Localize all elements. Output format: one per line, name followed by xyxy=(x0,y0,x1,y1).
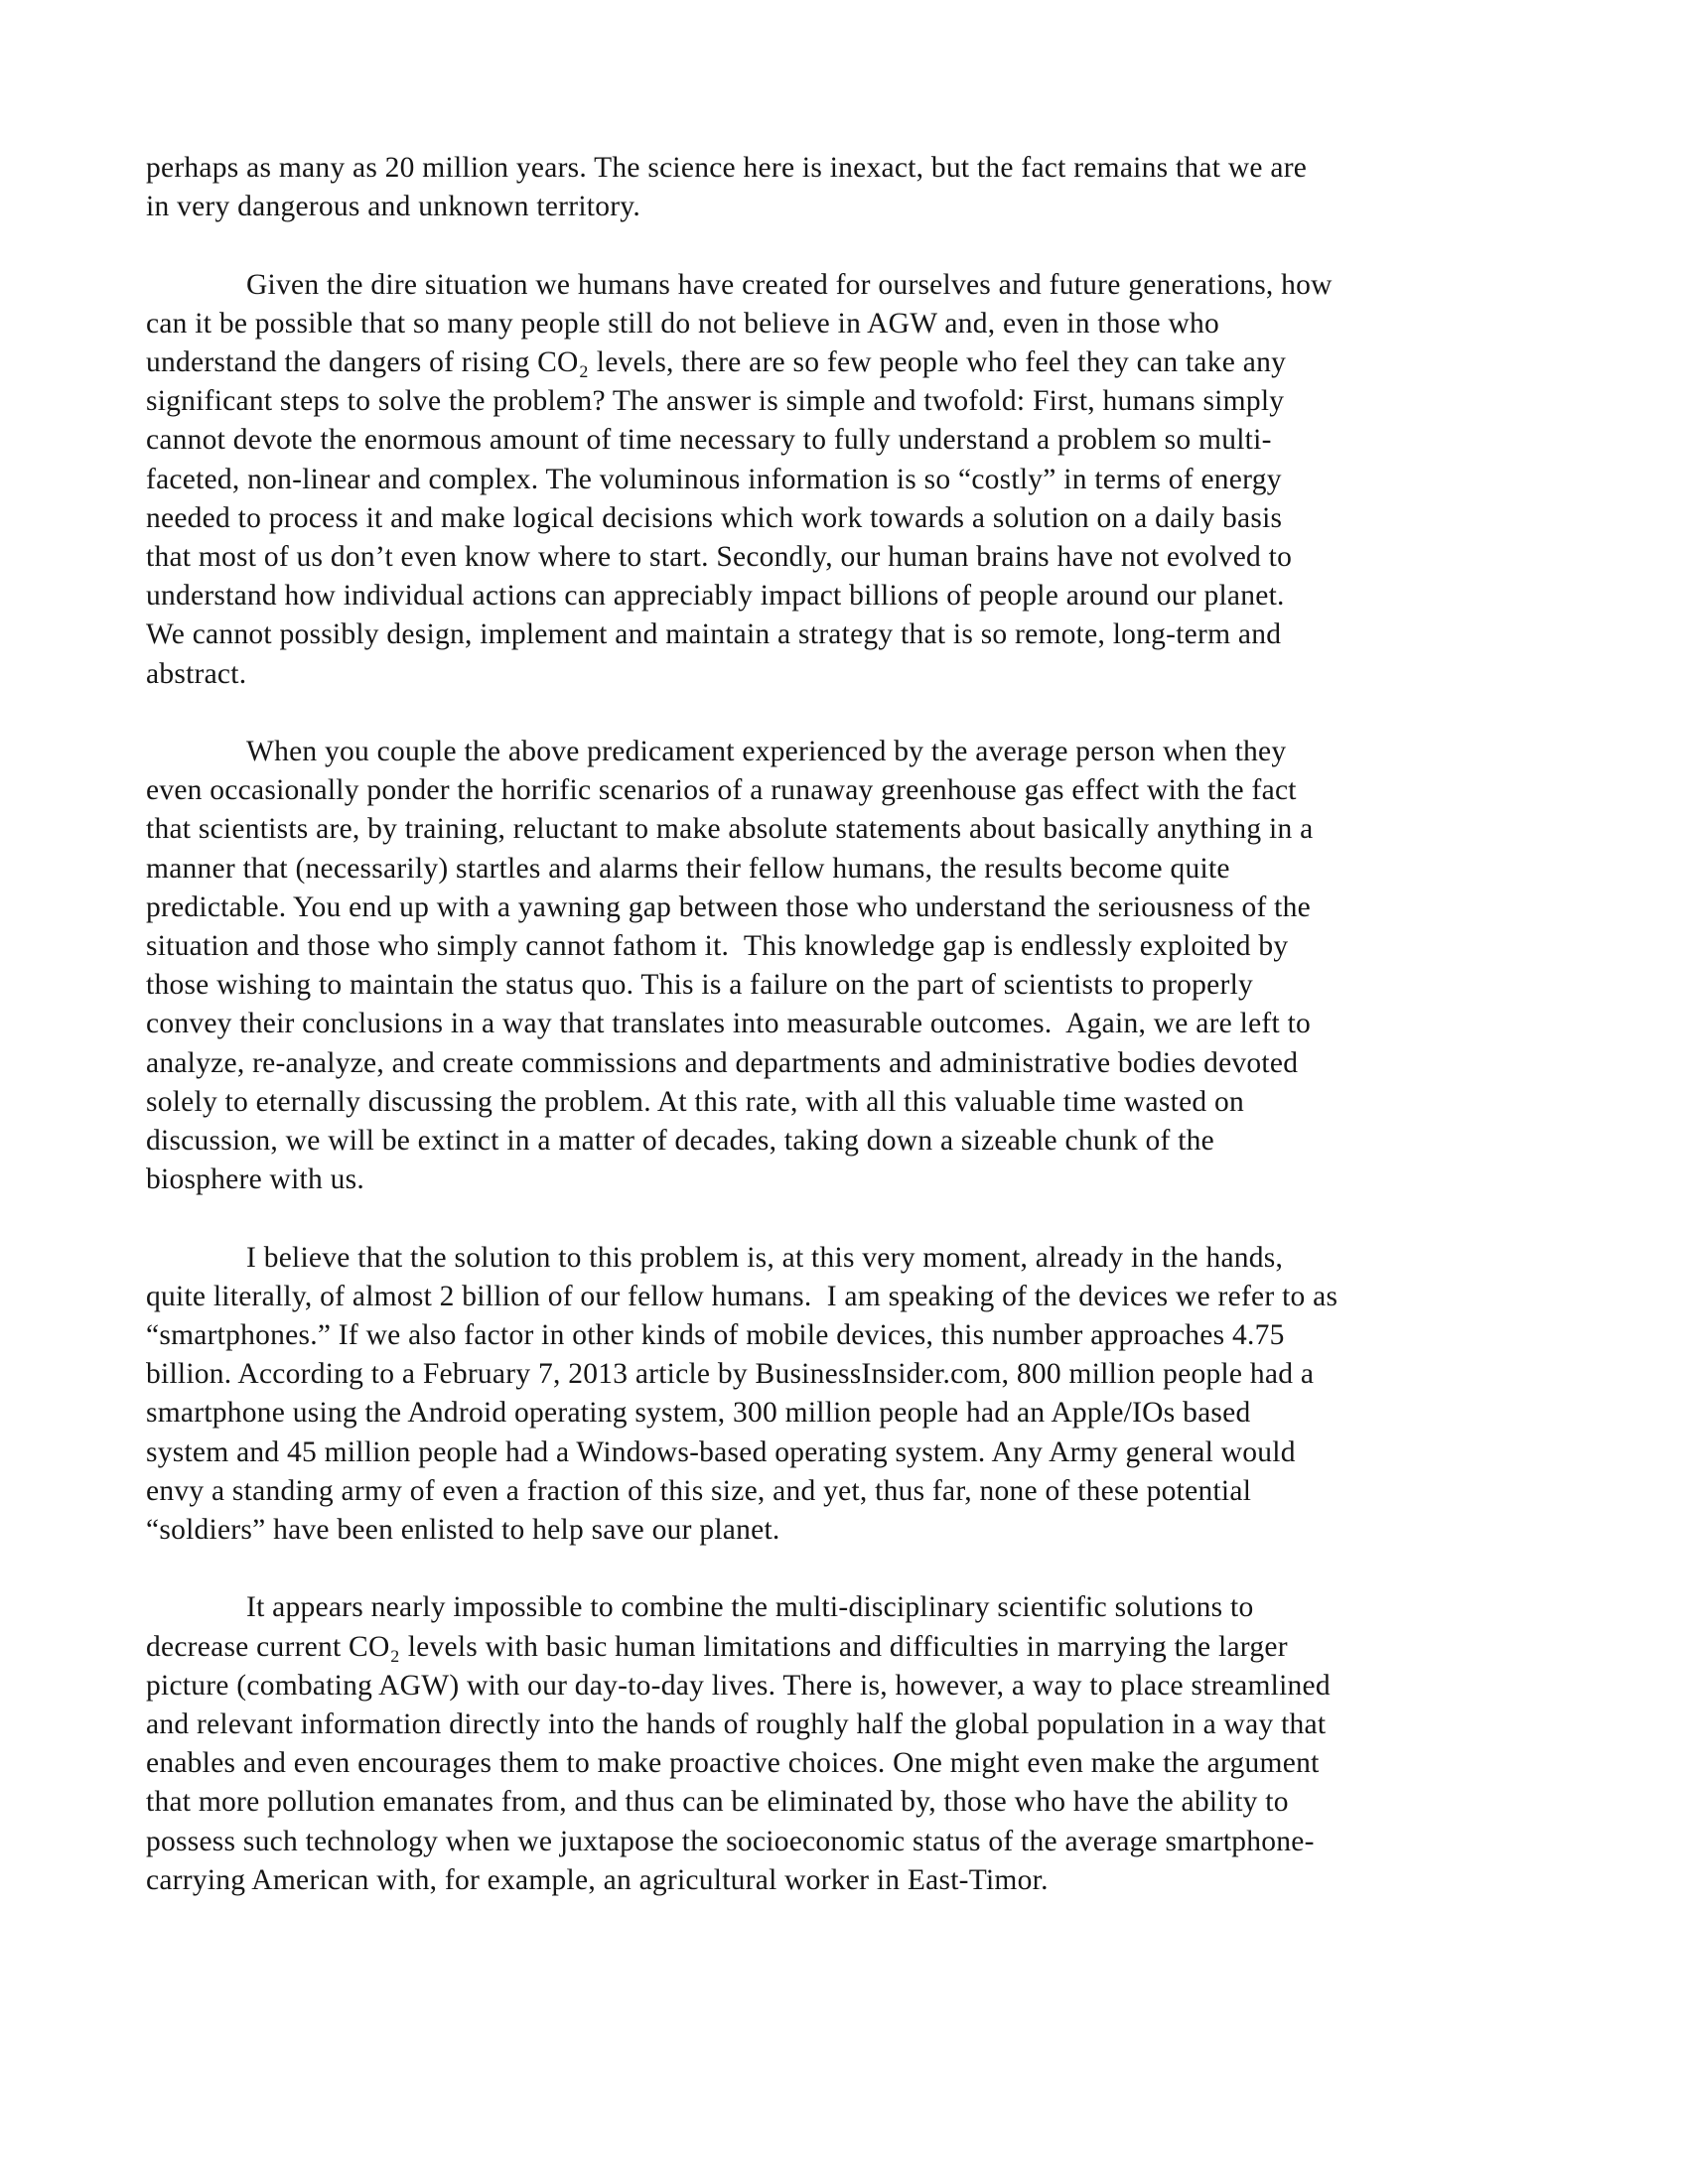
paragraph-3 xyxy=(146,733,1549,1199)
paragraph-2-line-4: significant steps to solve the problem? The answer is simple and twofold: First, humans simply xyxy=(146,385,1285,418)
paragraph-5-line-7: possess such technology when we juxtapose the socioeconomic status of the average smartphone- xyxy=(146,1825,1315,1857)
paragraph-5-line-8: carrying American with, for example, an agricultural worker in East-Timor. xyxy=(146,1863,1049,1896)
paragraph-3-line-11: discussion, we will be extinct in a matter of decades, taking down a sizeable chunk of the xyxy=(146,1125,1214,1158)
paragraph-3-line-1: When you couple the above predicament experienced by the average person when they xyxy=(246,736,1287,768)
paragraph-2-line-5: cannot devote the enormous amount of time necessary to fully understand a problem so multi- xyxy=(146,424,1272,457)
paragraph-4-line-1: I believe that the solution to this problem is, at this very moment, already in the hands, xyxy=(246,1241,1284,1274)
paragraph-2-line-11: abstract. xyxy=(146,657,247,690)
paragraph-3-line-10: solely to eternally discussing the problem. At this rate, with all this valuable time wasted on xyxy=(146,1085,1245,1118)
paragraph-4-line-4: billion. According to a February 7, 2013 article by BusinessInsider.com, 800 million people had a xyxy=(146,1358,1315,1391)
paragraph-2-line-2: can it be possible that so many people still do not believe in AGW and, even in those who xyxy=(146,307,1220,340)
paragraph-3-line-6: situation and those who simply cannot fathom it. This knowledge gap is endlessly exploited by xyxy=(146,930,1289,963)
paragraph-5-line-6: that more pollution emanates from, and thus can be eliminated by, those who have the ability to xyxy=(146,1786,1289,1819)
paragraph-2-line-7: needed to process it and make logical decisions which work towards a solution on a daily basis xyxy=(146,501,1283,534)
paragraph-3-line-3: that scientists are, by training, reluctant to make absolute statements about basically anything in a xyxy=(146,813,1314,846)
paragraph-2-line-9: understand how individual actions can appreciably impact billions of people around our planet. xyxy=(146,580,1285,613)
document-body xyxy=(146,149,1549,1900)
paragraph-2-line-10: We cannot possibly design, implement and maintain a strategy that is so remote, long-term and xyxy=(146,618,1282,651)
paragraph-5-line-3: picture (combating AGW) with our day-to-day lives. There is, however, a way to place streamlined xyxy=(146,1669,1331,1702)
paragraph-3-line-8: convey their conclusions in a way that translates into measurable outcomes. Again, we are left to xyxy=(146,1008,1312,1040)
paragraph-3-line-2: even occasionally ponder the horrific scenarios of a runaway greenhouse gas effect with the fact xyxy=(146,774,1297,807)
paragraph-5-line-1: It appears nearly impossible to combine the multi-disciplinary scientific solutions to xyxy=(246,1591,1254,1624)
paragraph-4 xyxy=(146,1239,1549,1551)
paragraph-1 xyxy=(146,149,1549,226)
paragraph-5 xyxy=(146,1588,1549,1900)
paragraph-3-line-4: manner that (necessarily) startles and alarms their fellow humans, the results become quite xyxy=(146,852,1230,885)
paragraph-2-line-6: faceted, non-linear and complex. The voluminous information is so “costly” in terms of energy xyxy=(146,463,1282,495)
paragraph-3-line-9: analyze, re-analyze, and create commissions and departments and administrative bodies devoted xyxy=(146,1046,1299,1079)
paragraph-5-line-2: decrease current CO₂ levels with basic human limitations and difficulties in marrying the larger xyxy=(146,1630,1288,1663)
paragraph-4-line-2: quite literally, of almost 2 billion of our fellow humans. I am speaking of the devices we refer to as xyxy=(146,1280,1338,1312)
paragraph-3-line-12: biosphere with us. xyxy=(146,1163,364,1196)
paragraph-3-line-7: those wishing to maintain the status quo. This is a failure on the part of scientists to properly xyxy=(146,969,1254,1002)
paragraph-4-line-6: system and 45 million people had a Windows-based operating system. Any Army general would xyxy=(146,1435,1296,1468)
paragraph-4-line-5: smartphone using the Android operating system, 300 million people had an Apple/IOs based xyxy=(146,1397,1251,1430)
paragraph-2-line-3: understand the dangers of rising CO₂ levels, there are so few people who feel they can take any xyxy=(146,346,1287,378)
paragraph-3-line-5: predictable. You end up with a yawning gap between those who understand the seriousness of the xyxy=(146,890,1311,923)
paragraph-1-line-1: perhaps as many as 20 million years. The science here is inexact, but the fact remains that we are xyxy=(146,152,1308,184)
paragraph-4-line-7: envy a standing army of even a fraction of this size, and yet, thus far, none of these potential xyxy=(146,1474,1252,1507)
paragraph-4-line-3: “smartphones.” If we also factor in other kinds of mobile devices, this number approaches 4.75 xyxy=(146,1319,1285,1352)
paragraph-1-line-2: in very dangerous and unknown territory. xyxy=(146,191,640,223)
paragraph-2 xyxy=(146,266,1549,694)
paragraph-5-line-5: enables and even encourages them to make proactive choices. One might even make the argument xyxy=(146,1747,1320,1780)
paragraph-2-line-1: Given the dire situation we humans have created for ourselves and future generations, how xyxy=(246,268,1333,301)
paragraph-4-line-8: “soldiers” have been enlisted to help save our planet. xyxy=(146,1514,780,1547)
paragraph-5-line-4: and relevant information directly into the hands of roughly half the global population in a way that xyxy=(146,1708,1327,1741)
paragraph-2-line-8: that most of us don’t even know where to start. Secondly, our human brains have not evolved to xyxy=(146,541,1293,574)
